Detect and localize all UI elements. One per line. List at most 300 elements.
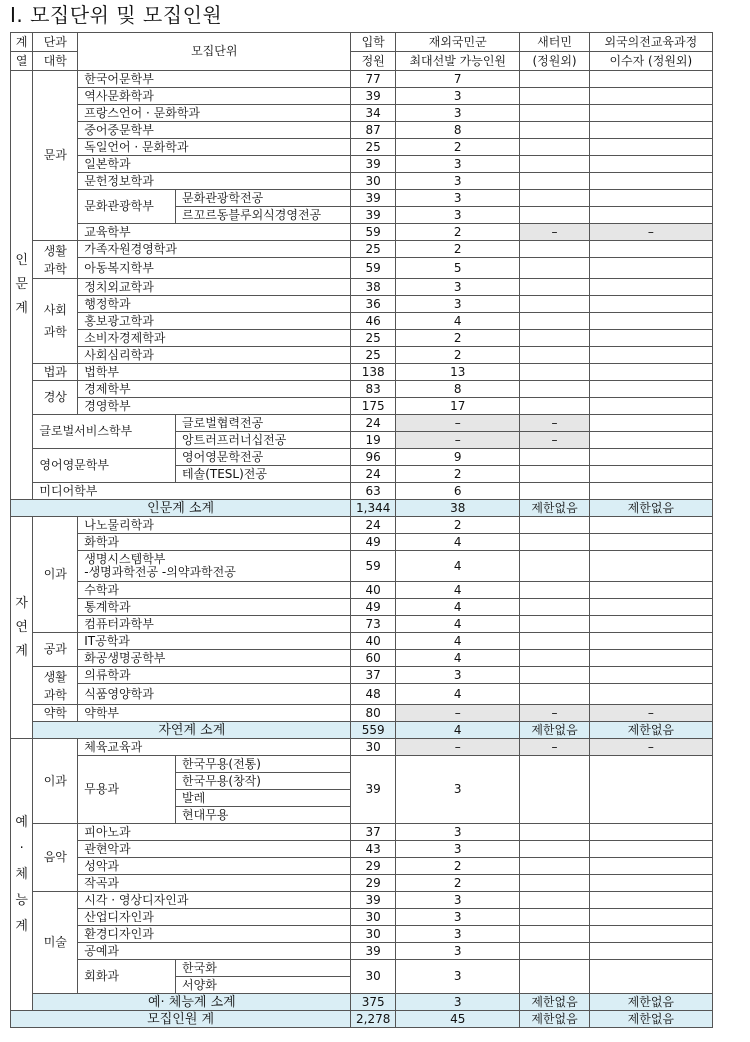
unit-name: 홍보광고학과 <box>78 313 351 330</box>
defector <box>520 926 589 943</box>
unit-name: 현대무용 <box>176 807 351 824</box>
college-cell: 약학 <box>33 705 78 722</box>
table-row <box>11 449 713 466</box>
foreign <box>589 190 712 207</box>
table-row <box>11 156 713 173</box>
unit-name: 영어영문학전공 <box>176 449 351 466</box>
college-cell: 문과 <box>33 71 78 241</box>
foreign: 제한없음 <box>589 1011 712 1028</box>
foreign <box>589 364 712 381</box>
foreign <box>589 684 712 705</box>
unit-name: 시각 · 영상디자인과 <box>78 892 351 909</box>
defector <box>520 330 589 347</box>
table-row <box>11 616 713 633</box>
defector <box>520 156 589 173</box>
defector <box>520 909 589 926</box>
foreign <box>589 483 712 500</box>
defector <box>520 599 589 616</box>
unit-name: IT공학과 <box>78 633 351 650</box>
overseas: 17 <box>396 398 520 415</box>
foreign <box>589 88 712 105</box>
table-row <box>11 313 713 330</box>
unit-parent: 회화과 <box>78 960 176 994</box>
defector <box>520 943 589 960</box>
unit-name: 일본학과 <box>78 156 351 173</box>
unit-name: 글로벌협력전공 <box>176 415 351 432</box>
unit-name: 독일언어 · 문화학과 <box>78 139 351 156</box>
foreign <box>589 381 712 398</box>
table-row <box>11 173 713 190</box>
unit-name: 공예과 <box>78 943 351 960</box>
defector: 제한없음 <box>520 500 589 517</box>
overseas: 3 <box>396 207 520 224</box>
table-row <box>11 582 713 599</box>
table-row <box>11 381 713 398</box>
quota: 37 <box>351 824 396 841</box>
overseas: 3 <box>396 892 520 909</box>
college-cell: 이과 <box>33 739 78 824</box>
unit-name: 컴퓨터과학부 <box>78 616 351 633</box>
table-row <box>11 224 713 241</box>
group-arts: 예 · 체 능 계 <box>11 739 33 1011</box>
unit-name: 서양화 <box>176 977 351 994</box>
overseas: 4 <box>396 633 520 650</box>
header-defector: 새터민 <box>520 33 589 52</box>
unit-name: 한국무용(창작) <box>176 773 351 790</box>
table-row <box>11 705 713 722</box>
defector <box>520 650 589 667</box>
foreign: 제한없음 <box>589 994 712 1011</box>
quota: 25 <box>351 347 396 364</box>
group-humanities: 인 문 계 <box>11 71 33 500</box>
overseas: 2 <box>396 139 520 156</box>
foreign <box>589 517 712 534</box>
table-row <box>11 841 713 858</box>
quota: 24 <box>351 415 396 432</box>
header-field-2: 열 <box>11 52 33 71</box>
defector: 제한없음 <box>520 1011 589 1028</box>
overseas: 13 <box>396 364 520 381</box>
subtotal-row <box>11 722 713 739</box>
quota: 40 <box>351 633 396 650</box>
header-overseas: 재외국민군 <box>396 33 520 52</box>
overseas: 6 <box>396 483 520 500</box>
foreign <box>589 841 712 858</box>
overseas: 3 <box>396 994 520 1011</box>
defector <box>520 122 589 139</box>
defector <box>520 241 589 258</box>
quota: 29 <box>351 875 396 892</box>
defector <box>520 517 589 534</box>
quota: 83 <box>351 381 396 398</box>
subtotal-label: 인문계 소계 <box>11 500 351 517</box>
college-cell: 법과 <box>33 364 78 381</box>
foreign <box>589 943 712 960</box>
unit-name: 사회심리학과 <box>78 347 351 364</box>
overseas: – <box>396 705 520 722</box>
quota: 375 <box>351 994 396 1011</box>
foreign <box>589 398 712 415</box>
foreign <box>589 296 712 313</box>
foreign <box>589 650 712 667</box>
defector <box>520 398 589 415</box>
header-unit: 모집단위 <box>78 33 351 71</box>
overseas: 4 <box>396 313 520 330</box>
overseas: – <box>396 739 520 756</box>
quota: 39 <box>351 207 396 224</box>
table-row <box>11 633 713 650</box>
unit-name: 생명시스템학부 -생명과학전공 -의약과학전공 <box>78 551 351 582</box>
foreign <box>589 432 712 449</box>
header-field: 계 <box>11 33 33 52</box>
foreign <box>589 279 712 296</box>
quota: 30 <box>351 909 396 926</box>
quota: 36 <box>351 296 396 313</box>
table-row <box>11 909 713 926</box>
defector: 제한없음 <box>520 722 589 739</box>
admission-quota-table <box>10 32 713 1028</box>
defector <box>520 190 589 207</box>
foreign <box>589 241 712 258</box>
unit-name: 환경디자인과 <box>78 926 351 943</box>
foreign <box>589 449 712 466</box>
overseas: 2 <box>396 466 520 483</box>
table-row <box>11 858 713 875</box>
unit-name: 소비자경제학과 <box>78 330 351 347</box>
foreign: 제한없음 <box>589 500 712 517</box>
overseas: 3 <box>396 173 520 190</box>
unit-name: 프랑스언어 · 문화학과 <box>78 105 351 122</box>
quota: 25 <box>351 241 396 258</box>
overseas: 3 <box>396 667 520 684</box>
unit-name: 식품영양학과 <box>78 684 351 705</box>
foreign <box>589 875 712 892</box>
defector <box>520 139 589 156</box>
quota: 34 <box>351 105 396 122</box>
table-row <box>11 71 713 88</box>
quota: 87 <box>351 122 396 139</box>
defector <box>520 88 589 105</box>
foreign <box>589 313 712 330</box>
overseas: 3 <box>396 88 520 105</box>
overseas: 3 <box>396 824 520 841</box>
unit-name: 테솔(TESL)전공 <box>176 466 351 483</box>
unit-name: 의류학과 <box>78 667 351 684</box>
college-cell: 음악 <box>33 824 78 892</box>
defector <box>520 279 589 296</box>
unit-name: 피아노과 <box>78 824 351 841</box>
foreign <box>589 207 712 224</box>
overseas: 3 <box>396 296 520 313</box>
table-row <box>11 88 713 105</box>
overseas: 4 <box>396 650 520 667</box>
unit-name: 르꼬르동블루외식경영전공 <box>176 207 351 224</box>
defector <box>520 364 589 381</box>
unit-name: 정치외교학과 <box>78 279 351 296</box>
defector <box>520 858 589 875</box>
overseas: 2 <box>396 330 520 347</box>
overseas: 3 <box>396 756 520 824</box>
defector <box>520 875 589 892</box>
header-quota-2: 정원 <box>351 52 396 71</box>
overseas: 2 <box>396 241 520 258</box>
unit-name: 가족자원경영학과 <box>78 241 351 258</box>
table-row <box>11 684 713 705</box>
unit-name: 역사문화학과 <box>78 88 351 105</box>
defector <box>520 756 589 824</box>
quota: 96 <box>351 449 396 466</box>
quota: 19 <box>351 432 396 449</box>
unit-name: 교육학부 <box>78 224 351 241</box>
foreign <box>589 122 712 139</box>
subtotal-label: 예· 체능계 소계 <box>33 994 351 1011</box>
foreign <box>589 667 712 684</box>
overseas: 9 <box>396 449 520 466</box>
quota: 39 <box>351 190 396 207</box>
overseas: 3 <box>396 105 520 122</box>
header-foreign-2: 이수자 (정원외) <box>589 52 712 71</box>
subtotal-row <box>11 500 713 517</box>
unit-name: 경제학부 <box>78 381 351 398</box>
quota: 43 <box>351 841 396 858</box>
defector <box>520 347 589 364</box>
quota: 24 <box>351 517 396 534</box>
total-row <box>11 1011 713 1028</box>
table-row <box>11 824 713 841</box>
foreign: – <box>589 224 712 241</box>
table-row <box>11 415 713 432</box>
unit-parent: 문화관광학부 <box>78 190 176 224</box>
unit-name: 아동복지학부 <box>78 258 351 279</box>
defector: – <box>520 415 589 432</box>
foreign <box>589 756 712 824</box>
unit-name: 한국화 <box>176 960 351 977</box>
foreign: – <box>589 705 712 722</box>
overseas: 2 <box>396 858 520 875</box>
quota: 59 <box>351 551 396 582</box>
quota: 38 <box>351 279 396 296</box>
quota: 30 <box>351 739 396 756</box>
table-row <box>11 364 713 381</box>
defector <box>520 381 589 398</box>
college-cell: 공과 <box>33 633 78 667</box>
table-row <box>11 279 713 296</box>
unit-name: 산업디자인과 <box>78 909 351 926</box>
unit-name: 관현악과 <box>78 841 351 858</box>
table-row <box>11 190 713 207</box>
foreign <box>589 534 712 551</box>
unit-name: 발레 <box>176 790 351 807</box>
college-cell: 생활 과학 <box>33 241 78 279</box>
quota: 25 <box>351 139 396 156</box>
header-defector-2: (정원외) <box>520 52 589 71</box>
quota: 80 <box>351 705 396 722</box>
overseas: 4 <box>396 582 520 599</box>
overseas: 2 <box>396 224 520 241</box>
overseas: 2 <box>396 517 520 534</box>
defector <box>520 841 589 858</box>
quota: 49 <box>351 534 396 551</box>
defector: – <box>520 432 589 449</box>
unit-name: 작곡과 <box>78 875 351 892</box>
foreign <box>589 909 712 926</box>
overseas: 38 <box>396 500 520 517</box>
foreign <box>589 892 712 909</box>
foreign <box>589 415 712 432</box>
quota: 1,344 <box>351 500 396 517</box>
unit-name: 화공생명공학부 <box>78 650 351 667</box>
unit-name: 앙트러프러너십전공 <box>176 432 351 449</box>
foreign <box>589 551 712 582</box>
unit-name: 통계학과 <box>78 599 351 616</box>
unit-name: 약학부 <box>78 705 351 722</box>
foreign <box>589 71 712 88</box>
foreign <box>589 156 712 173</box>
overseas: 7 <box>396 71 520 88</box>
table-row <box>11 534 713 551</box>
defector <box>520 633 589 650</box>
overseas: 3 <box>396 156 520 173</box>
defector <box>520 534 589 551</box>
table-row <box>11 330 713 347</box>
foreign <box>589 960 712 994</box>
quota: 46 <box>351 313 396 330</box>
college-cell: 이과 <box>33 517 78 633</box>
table-row <box>11 926 713 943</box>
overseas: 4 <box>396 684 520 705</box>
foreign <box>589 616 712 633</box>
table-row <box>11 122 713 139</box>
unit-parent: 무용과 <box>78 756 176 824</box>
quota: 59 <box>351 258 396 279</box>
college-cell: 사회 과학 <box>33 279 78 364</box>
defector <box>520 551 589 582</box>
defector <box>520 105 589 122</box>
defector <box>520 173 589 190</box>
defector <box>520 892 589 909</box>
defector: – <box>520 224 589 241</box>
foreign <box>589 466 712 483</box>
unit-name: 법학부 <box>78 364 351 381</box>
defector <box>520 313 589 330</box>
overseas: 4 <box>396 551 520 582</box>
quota: 40 <box>351 582 396 599</box>
overseas: 4 <box>396 534 520 551</box>
header-foreign: 외국의전교육과정 <box>589 33 712 52</box>
unit-name: 문헌정보학과 <box>78 173 351 190</box>
foreign <box>589 858 712 875</box>
group-science: 자 연 계 <box>11 517 33 739</box>
quota: 39 <box>351 756 396 824</box>
quota: 29 <box>351 858 396 875</box>
overseas: 3 <box>396 841 520 858</box>
unit-name: 행정학과 <box>78 296 351 313</box>
unit-parent: 글로벌서비스학부 <box>33 415 176 449</box>
table-row <box>11 517 713 534</box>
defector <box>520 824 589 841</box>
total-label: 모집인원 계 <box>11 1011 351 1028</box>
defector <box>520 684 589 705</box>
page-title: Ⅰ. 모집단위 및 모집인원 <box>10 3 223 27</box>
table-row <box>11 296 713 313</box>
unit-parent: 영어영문학부 <box>33 449 176 483</box>
table-row <box>11 667 713 684</box>
overseas: 4 <box>396 722 520 739</box>
defector <box>520 258 589 279</box>
quota: 138 <box>351 364 396 381</box>
overseas: 3 <box>396 960 520 994</box>
defector <box>520 71 589 88</box>
foreign: – <box>589 739 712 756</box>
defector <box>520 466 589 483</box>
defector: – <box>520 705 589 722</box>
quota: 73 <box>351 616 396 633</box>
quota: 39 <box>351 156 396 173</box>
quota: 60 <box>351 650 396 667</box>
table-row <box>11 483 713 500</box>
table-row <box>11 347 713 364</box>
table-row <box>11 875 713 892</box>
foreign <box>589 582 712 599</box>
unit-name: 한국어문학부 <box>78 71 351 88</box>
header-overseas-2: 최대선발 가능인원 <box>396 52 520 71</box>
defector <box>520 616 589 633</box>
overseas: 3 <box>396 909 520 926</box>
quota: 30 <box>351 926 396 943</box>
table-row <box>11 599 713 616</box>
overseas: – <box>396 432 520 449</box>
table-row <box>11 551 713 582</box>
unit-name: 문화관광학전공 <box>176 190 351 207</box>
table-row <box>11 943 713 960</box>
defector <box>520 207 589 224</box>
table-row <box>11 139 713 156</box>
foreign <box>589 599 712 616</box>
overseas: 2 <box>396 347 520 364</box>
unit-name: 경영학부 <box>78 398 351 415</box>
defector: 제한없음 <box>520 994 589 1011</box>
college-cell: 경상 <box>33 381 78 415</box>
quota: 2,278 <box>351 1011 396 1028</box>
overseas: 2 <box>396 875 520 892</box>
foreign <box>589 633 712 650</box>
header-college-2: 대학 <box>33 52 78 71</box>
table-row <box>11 892 713 909</box>
table-row <box>11 960 713 977</box>
subtotal-label: 자연계 소계 <box>33 722 351 739</box>
quota: 175 <box>351 398 396 415</box>
overseas: 8 <box>396 381 520 398</box>
unit-name: 미디어학부 <box>33 483 351 500</box>
quota: 39 <box>351 892 396 909</box>
defector <box>520 483 589 500</box>
table-row <box>11 258 713 279</box>
quota: 559 <box>351 722 396 739</box>
overseas: 8 <box>396 122 520 139</box>
overseas: 3 <box>396 279 520 296</box>
unit-name: 한국무용(전통) <box>176 756 351 773</box>
defector <box>520 449 589 466</box>
quota: 49 <box>351 599 396 616</box>
quota: 39 <box>351 88 396 105</box>
foreign <box>589 258 712 279</box>
overseas: 5 <box>396 258 520 279</box>
table-row <box>11 650 713 667</box>
unit-name: 나노물리학과 <box>78 517 351 534</box>
defector <box>520 667 589 684</box>
defector <box>520 960 589 994</box>
table-row <box>11 241 713 258</box>
